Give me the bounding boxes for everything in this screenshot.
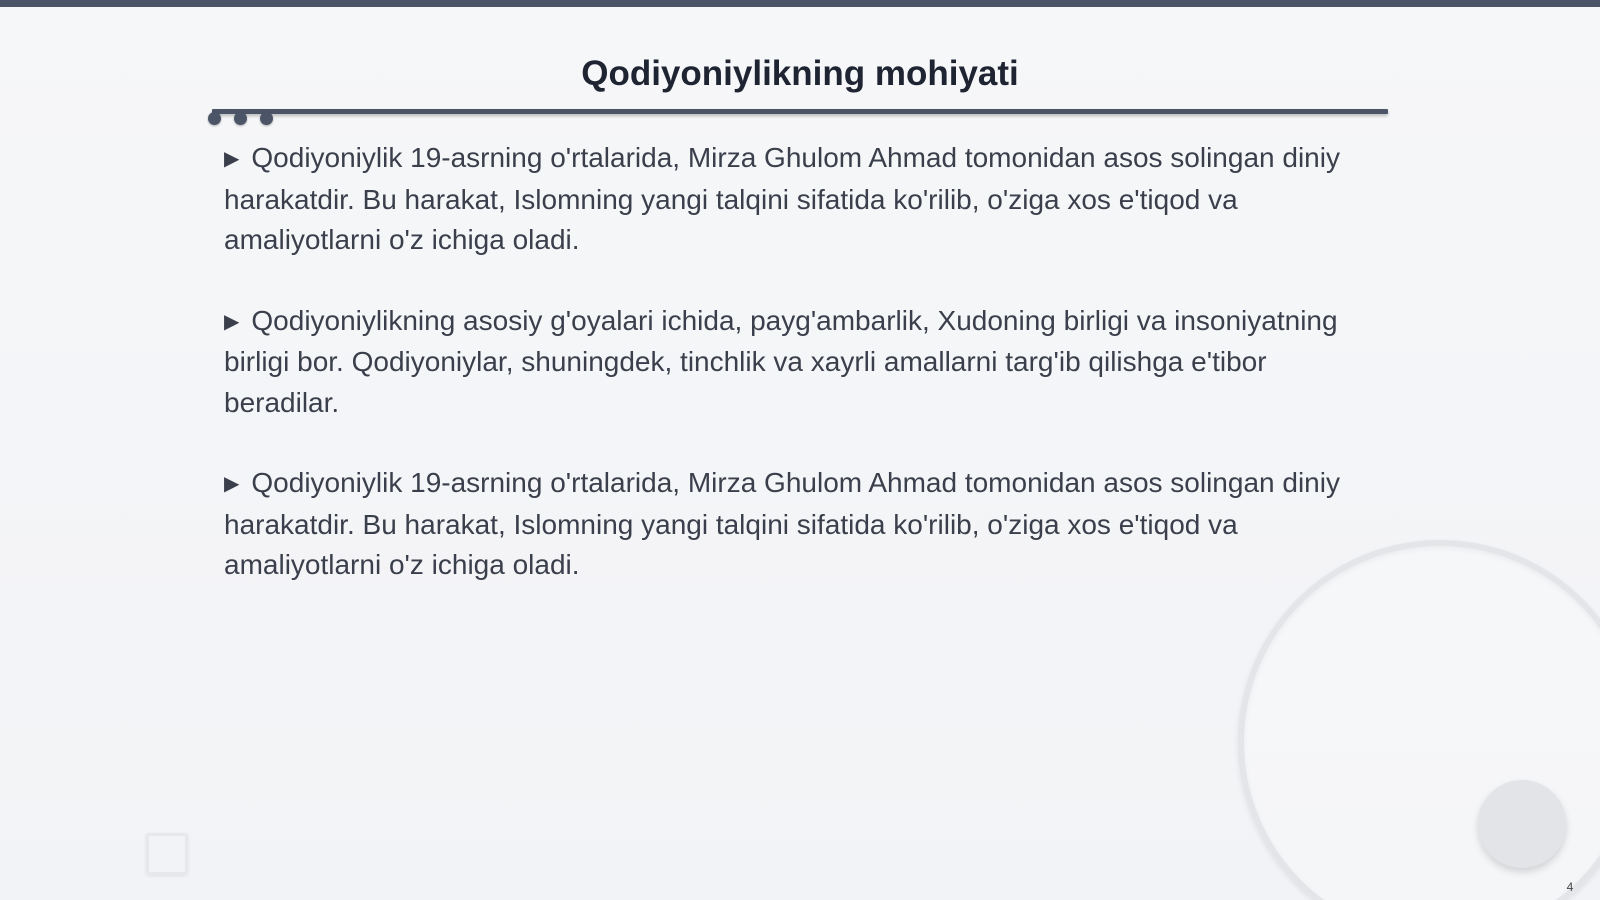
decorative-dot-2: [234, 112, 247, 125]
decorative-dot-3: [260, 112, 273, 125]
bullet-item: [224, 138, 1374, 261]
page-number: 4: [1566, 880, 1574, 894]
bullet-text: Qodiyoniylik 19-asrning o'rtalarida, Mirza Ghulom Ahmad tomonidan asos solingan diniy harakatdir. Bu harakat, Islomning yangi talqini sifatida ko'rilib, o'ziga xos e'tiqod va amaliyotlarni o'z ichiga oladi.: [224, 467, 1340, 580]
top-accent-bar: [0, 0, 1600, 7]
bullet-list: [224, 138, 1374, 626]
decorative-circle-small: [1478, 780, 1566, 868]
triangle-right-icon: ▶: [224, 310, 240, 333]
slide-title: Qodiyoniylikning mohiyati: [581, 54, 1019, 93]
bullet-text: Qodiyoniylikning asosiy g'oyalari ichida, payg'ambarlik, Xudoning birligi va insoniyatning birligi bor. Qodiyoniylar, shuningdek, tinchlik va xayrli amallarni targ'ib qilishga e'tibor beradilar.: [224, 304, 1338, 418]
bullet-item: [224, 301, 1374, 424]
decorative-dot-1: [208, 112, 221, 125]
triangle-right-icon: ▶: [224, 473, 240, 495]
title-underline: [212, 109, 1388, 114]
triangle-right-icon: ▶: [224, 148, 240, 170]
bullet-item: [224, 463, 1374, 586]
decorative-square: [146, 833, 188, 875]
bullet-text: Qodiyoniylik 19-asrning o'rtalarida, Mirza Ghulom Ahmad tomonidan asos solingan diniy harakatdir. Bu harakat, Islomning yangi talqini sifatida ko'rilib, o'ziga xos e'tiqod va amaliyotlarni o'z ichiga oladi.: [224, 142, 1340, 255]
